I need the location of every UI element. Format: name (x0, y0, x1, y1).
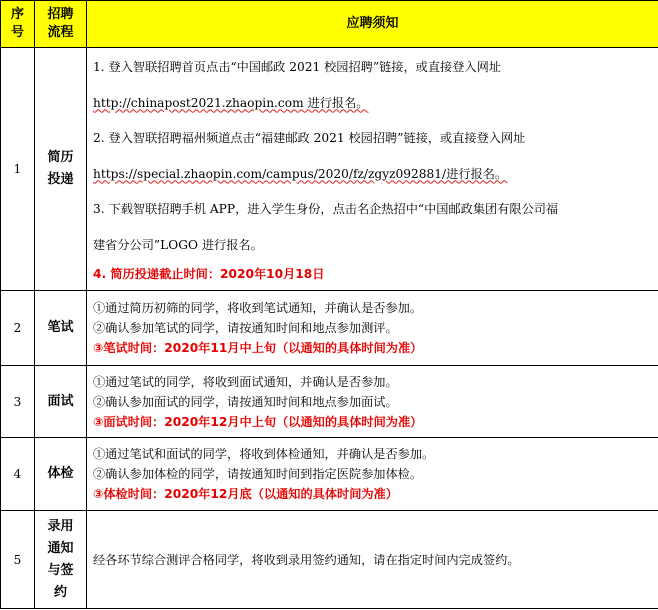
notes-line: ②确认参加面试的同学，请按通知时间和地点参加面试。 (93, 394, 398, 409)
stage-resume-submission: 简历投递 (35, 48, 87, 291)
notes-line-url: https://special.zhaopin.com/campus/2020/fz/zgyz092881/进行报名。 (93, 166, 508, 181)
table-row (1, 48, 658, 291)
row-number: 3 (1, 366, 35, 438)
header-application-notes: 应聘须知 (87, 1, 658, 48)
table-header-row (1, 1, 658, 48)
notes-line: 2. 登入智联招聘福州频道点击“福建邮政 2021 校园招聘”链接，或直接登入网址 (93, 131, 526, 145)
notes-cell (87, 291, 658, 366)
notes-line: 经各环节综合测评合格同学，将收到录用签约通知，请在指定时间内完成签约。 (93, 552, 520, 567)
notes-line: ②确认参加笔试的同学，请按通知时间和地点参加测评。 (93, 321, 398, 335)
stage-written-test: 笔试 (35, 291, 87, 366)
written-test-time: ③笔试时间：2020年11月中上旬（以通知的具体时间为准） (93, 341, 423, 355)
header-recruitment-process: 招聘流程 (35, 1, 87, 48)
table-row (1, 366, 658, 438)
notes-line: ①通过笔试和面试的同学，将收到体检通知，并确认是否参加。 (93, 447, 435, 461)
stage-offer-and-signing: 录用通知与签约 (35, 511, 87, 609)
row-number: 5 (1, 511, 35, 609)
notes-line: ②确认参加体检的同学，请按通知时间到指定医院参加体检。 (93, 467, 423, 481)
notes-cell (87, 366, 658, 438)
stage-medical-exam: 体检 (35, 438, 87, 511)
row-number: 1 (1, 48, 35, 291)
deadline-highlight: 4. 简历投递截止时间：2020年10月18日 (93, 267, 325, 281)
notes-line-url: http://chinapost2021.zhaopin.com 进行报名。 (93, 95, 369, 110)
notes-line: ①通过笔试的同学，将收到面试通知，并确认是否参加。 (93, 374, 398, 389)
notes-cell (87, 511, 658, 609)
header-sequence-number: 序号 (1, 1, 35, 48)
row-number: 2 (1, 291, 35, 366)
row-number: 4 (1, 438, 35, 511)
table-row (1, 291, 658, 366)
notes-cell (87, 438, 658, 511)
stage-interview: 面试 (35, 366, 87, 438)
notes-cell (87, 48, 658, 291)
notes-line: 3. 下载智联招聘手机 APP，进入学生身份，点击名企热招中“中国邮政集团有限公司福 (93, 202, 559, 216)
notes-line: 1. 登入智联招聘首页点击“中国邮政 2021 校园招聘”链接，或直接登入网址 (93, 60, 501, 74)
notes-line: ①通过简历初筛的同学，将收到笔试通知，并确认是否参加。 (93, 301, 423, 315)
interview-time: ③面试时间：2020年12月中上旬（以通知的具体时间为准） (93, 414, 423, 429)
medical-exam-time: ③体检时间：2020年12月底（以通知的具体时间为准） (93, 487, 398, 501)
table-row (1, 438, 658, 511)
table-row (1, 511, 658, 609)
notes-line: 建省分公司”LOGO 进行报名。 (93, 237, 263, 252)
